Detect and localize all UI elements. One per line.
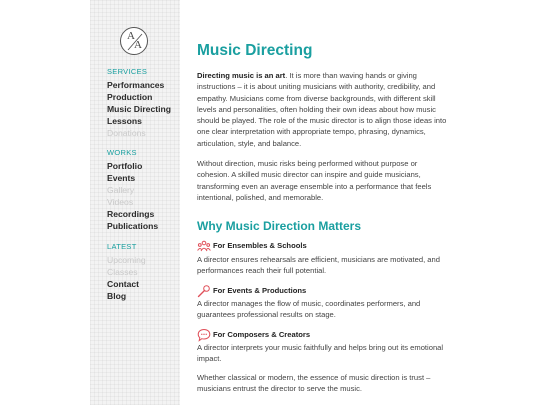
nav-heading-services: SERVICES [107, 67, 148, 76]
feature-title: For Ensembles & Schools [213, 241, 307, 250]
nav-item-events[interactable]: Events [107, 173, 136, 183]
logo-letter-bottom: A [134, 39, 142, 51]
nav-item-recordings[interactable]: Recordings [107, 209, 155, 219]
nav-item-performances[interactable]: Performances [107, 80, 165, 90]
logo-letter-top: A [127, 30, 135, 42]
nav-item-blog[interactable]: Blog [107, 291, 127, 301]
closing-paragraph: Whether classical or modern, the essence of music direction is trust – musicians entrust the director to serve the music. [197, 373, 431, 394]
feature-title: For Events & Productions [213, 286, 307, 295]
nav-works [107, 147, 158, 232]
nav-item-contact[interactable]: Contact [107, 279, 139, 289]
nav-heading-works: WORKS [107, 148, 137, 157]
section-title: Why Music Direction Matters [197, 219, 362, 233]
nav-item-classes[interactable]: Classes [107, 267, 138, 277]
nav-services [107, 66, 171, 139]
intro-paragraph [197, 70, 447, 149]
nav-item-lessons[interactable]: Lessons [107, 116, 142, 126]
microphone-icon [197, 284, 211, 298]
intro-bold: Directing music is an art [197, 71, 286, 80]
people-icon [197, 239, 211, 253]
nav-latest [107, 241, 146, 302]
nav-item-production[interactable]: Production [107, 92, 153, 102]
feature-title: For Composers & Creators [213, 330, 311, 339]
nav-item-gallery[interactable]: Gallery [107, 185, 135, 195]
nav-item-portfolio[interactable]: Portfolio [107, 161, 143, 171]
logo[interactable] [120, 27, 148, 55]
chat-bubble-icon [197, 328, 211, 342]
nav-item-donations[interactable]: Donations [107, 128, 146, 138]
nav-item-upcoming[interactable]: Upcoming [107, 255, 146, 265]
nav-item-music-directing[interactable]: Music Directing [107, 104, 171, 114]
nav-item-videos[interactable]: Videos [107, 197, 134, 207]
second-paragraph: Without direction, music risks being performed without purpose or cohesion. A skilled music director can inspire and guide musicians, transforming even an average ensemble into a performance that feels intentional, polished, and memorable. [197, 159, 432, 202]
feature-text: A director ensures rehearsals are efficient, musicians are motivated, and performances reach their full potential. [197, 255, 440, 276]
intro-text: . It is more than waving hands or giving instructions – it is about uniting musicians with authority, credibility, and empathy. Musicians come from diverse backgrounds, with different skill levels and personalities, often holding their own ideas about how music should be played. The role of the music director is to align those ideas into one clear interpretation with appropriate tempo, phrasing, dynamics, articulation, style, and balance. [197, 71, 447, 148]
feature-text: A director manages the flow of music, coordinates performers, and guarantees professional results on stage. [197, 299, 421, 320]
nav-item-publications[interactable]: Publications [107, 221, 159, 231]
feature-text: A director interprets your music faithfully and helps bring out its emotional impact. [197, 343, 444, 364]
page-title: Music Directing [197, 42, 313, 59]
nav-heading-latest: LATEST [107, 242, 137, 251]
